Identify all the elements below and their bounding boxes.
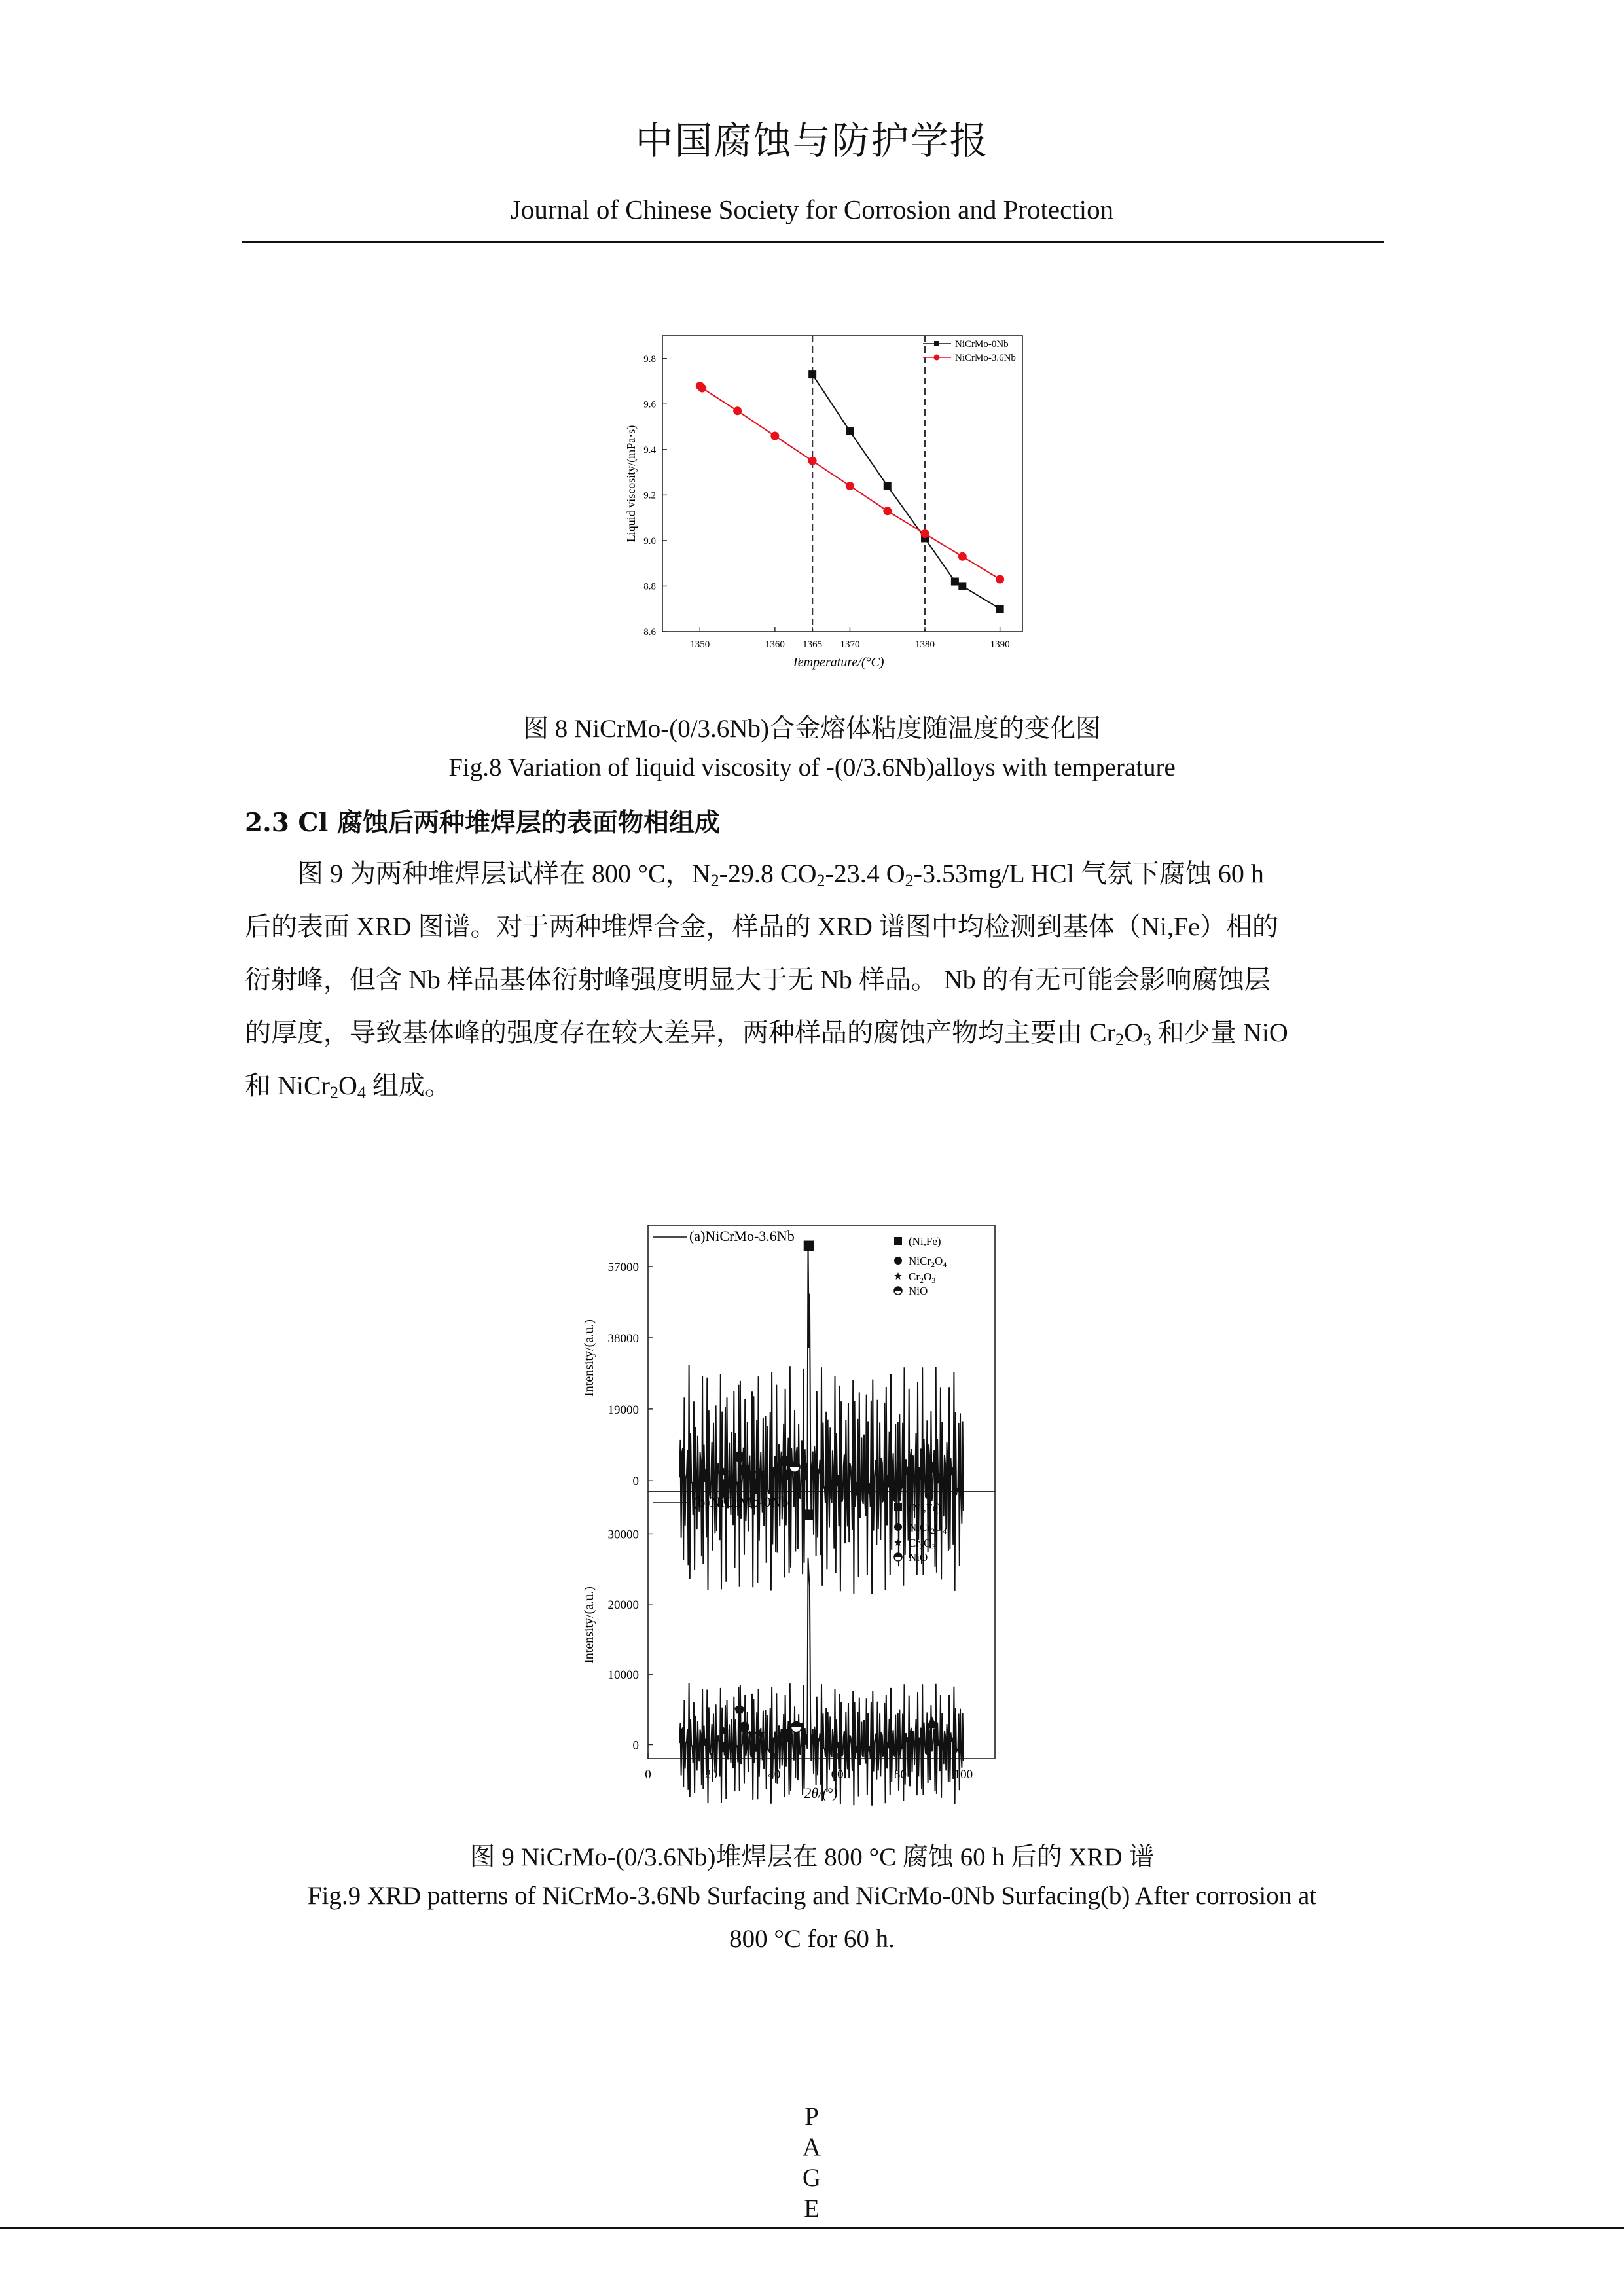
fig8-x-tick-label: 1365 — [803, 639, 823, 650]
fig9a-y-axis-label: Intensity/(a.u.) — [582, 1319, 596, 1397]
fig8-data-point-36nb — [846, 482, 854, 490]
fig9b-legend-label: $NiCr_2O_4$ — [909, 1521, 947, 1535]
fig9b-phase-marker-square — [804, 1509, 814, 1520]
legend-marker-0nb — [934, 341, 939, 346]
fig9b-y-tick-label: 20000 — [607, 1598, 639, 1612]
page-letter: E — [804, 2195, 820, 2223]
fig8-data-point-0nb — [846, 427, 854, 435]
page-letter: P — [804, 2102, 819, 2130]
fig8-caption-cn: 图 8 NiCrMo-(0/3.6Nb)合金熔体粘度随温度的变化图 — [523, 715, 1101, 743]
fig8-data-point-36nb — [808, 457, 817, 465]
fig8-data-point-36nb — [921, 529, 929, 538]
fig9a-phase-marker-circle — [734, 1452, 745, 1462]
fig9b-y-axis-label: Intensity/(a.u.) — [582, 1587, 596, 1664]
fig9a-legend-label: $Cr_2O_3$ — [909, 1270, 936, 1285]
fig9b-legend-label: $Cr_2O_3$ — [909, 1537, 936, 1551]
fig8-x-tick-label: 1360 — [765, 639, 785, 650]
section-heading: 2.3 Cl 腐蚀后两种堆焊层的表面物相组成 — [245, 808, 720, 838]
fig9b-y-tick-label: 30000 — [607, 1528, 639, 1542]
fig8-data-point-0nb — [951, 578, 959, 586]
fig9b-phase-marker-circle — [739, 1722, 749, 1732]
fig8-y-tick-label: 8.8 — [643, 581, 656, 592]
fig9a-legend-marker-star — [894, 1272, 901, 1280]
fig9b-legend-marker-half-circle — [894, 1553, 902, 1561]
paragraph-line-4: 的厚度，导致基体峰的强度存在较大差异，两种样品的腐蚀产物均主要由 $Cr_2O_3$ 和少量 NiO — [245, 1018, 1288, 1049]
fig9a-y-tick-label: 38000 — [607, 1331, 639, 1346]
fig9b-legend-marker-square — [894, 1503, 902, 1511]
fig9b-legend-label: (Ni,Fe) — [909, 1501, 941, 1514]
fig8-y-tick-label: 8.6 — [643, 627, 656, 637]
fig9b-legend-label: NiO — [909, 1551, 928, 1564]
fig8-viscosity-chart — [622, 331, 1041, 677]
fig9a-title: (a)NiCrMo-3.6Nb — [689, 1228, 795, 1244]
fig9a-phase-marker-half-circle — [789, 1462, 800, 1472]
fig9-x-axis-label: 2θ/(°) — [804, 1785, 838, 1801]
fig9a-legend-marker-square — [894, 1237, 902, 1245]
paragraph — [245, 847, 1381, 1112]
fig9a-legend-label: $NiCr_2O_4$ — [909, 1255, 947, 1269]
fig8-x-axis-label: Temperature/(°C) — [791, 655, 884, 670]
fig9a-y-tick-label: 0 — [632, 1474, 639, 1488]
fig8-data-point-36nb — [996, 575, 1004, 584]
journal-title-en: Journal of Chinese Society for Corrosion and Protection — [510, 194, 1114, 224]
fig8-x-tick-label: 1370 — [840, 639, 860, 650]
fig9-caption-cn: 图 9 NiCrMo-(0/3.6Nb)堆焊层在 800 °C 腐蚀 60 h 后的 XRD 谱 — [469, 1843, 1155, 1871]
paragraph-line-5: 和 $NiCr_2O_4$ 组成。 — [245, 1071, 451, 1102]
legend-label-0nb: NiCrMo-0Nb — [955, 339, 1009, 350]
fig8-series-line-0nb — [812, 374, 1000, 609]
fig8-y-tick-label: 9.4 — [643, 444, 656, 456]
fig8-data-point-36nb — [733, 406, 742, 415]
fig8-x-tick-label: 1380 — [915, 639, 935, 650]
fig9a-legend-marker-half-circle — [894, 1287, 902, 1295]
fig9a-legend-label: (Ni,Fe) — [909, 1235, 941, 1247]
paragraph-line-2: 后的表面 XRD 图谱。对于两种堆焊合金，样品的 XRD 谱图中均检测到基体（Ni,Fe）相的 — [245, 912, 1278, 941]
fig8-x-tick-label: 1350 — [690, 639, 710, 650]
fig9b-x-tick-label: 20 — [704, 1768, 717, 1782]
fig9b-phase-marker-half-circle-fill — [791, 1722, 801, 1727]
fig8-data-point-36nb — [770, 431, 779, 440]
paragraph-line-1: 图 9 为两种堆焊层试样在 800 °C，$N_2-29.8$ $CO_2-23.4$ $O_2-3.53mg/L$ HCl 气氛下腐蚀 60 h — [297, 859, 1264, 890]
page-letter: G — [802, 2164, 821, 2192]
fig9b-x-tick-label: 100 — [954, 1768, 973, 1782]
fig8-data-point-0nb — [884, 482, 892, 490]
fig9b-title: (b)NiCrMo-0Nb — [693, 1494, 789, 1510]
fig9-caption-en-line-1: Fig.9 XRD patterns of NiCrMo-3.6Nb Surfacing and NiCrMo-0Nb Surfacing(b) After corrosion at — [307, 1882, 1317, 1910]
fig9b-phase-marker-pentagon — [734, 1704, 744, 1714]
fig8-caption-en: Fig.8 Variation of liquid viscosity of -(0/3.6Nb)alloys with temperature — [448, 753, 1176, 781]
fig9b-x-tick-label: 80 — [893, 1768, 907, 1782]
fig9a-y-tick-label: 57000 — [607, 1261, 639, 1275]
fig8-y-axis-label: Liquid viscosity/(mPa·s) — [624, 425, 638, 543]
fig8-y-tick-label: 9.0 — [643, 535, 656, 547]
fig8-data-point-36nb — [958, 552, 967, 561]
fig9b-y-tick-label: 10000 — [607, 1668, 639, 1683]
fig9b-legend-marker-circle — [894, 1523, 902, 1531]
fig8-y-tick-label: 9.2 — [643, 490, 656, 501]
fig8-plot-frame — [662, 336, 1022, 632]
fig8-data-point-36nb — [883, 507, 892, 515]
fig8-data-point-0nb — [996, 605, 1004, 613]
fig9b-phase-marker-half-circle — [791, 1722, 801, 1732]
fig9a-phase-marker-square — [739, 1465, 749, 1475]
fig9a-legend-marker-circle — [894, 1257, 902, 1265]
fig8-data-point-0nb — [808, 370, 816, 378]
fig9-xrd-chart — [569, 1217, 1015, 1813]
page-letter: A — [802, 2133, 821, 2161]
header-rule — [242, 241, 1384, 243]
fig9a-y-tick-label: 19000 — [607, 1403, 639, 1417]
fig9b-x-tick-label: 40 — [768, 1768, 781, 1782]
journal-title-cn: 中国腐蚀与防护学报 — [635, 118, 989, 163]
fig9b-xrd-trace — [679, 1558, 964, 1805]
fig9b-x-tick-label: 60 — [831, 1768, 844, 1782]
footer-rule — [0, 2227, 1624, 2229]
fig8-y-tick-label: 9.8 — [643, 353, 656, 365]
legend-marker-36nb — [934, 355, 940, 361]
fig8-x-tick-label: 1390 — [990, 639, 1010, 650]
paragraph-line-3: 衍射峰，但含 Nb 样品基体衍射峰强度明显大于无 Nb 样品。 Nb 的有无可能会影响腐蚀层 — [245, 965, 1271, 994]
legend-label-36nb: NiCrMo-3.6Nb — [955, 353, 1016, 363]
fig9b-phase-marker-square — [782, 1729, 792, 1739]
page-label — [799, 2101, 825, 2224]
fig9-caption-en-line-2: 800 °C for 60 h. — [729, 1925, 895, 1953]
fig8-data-point-0nb — [958, 582, 966, 590]
fig9a-legend-label: NiO — [909, 1285, 928, 1297]
fig8-data-point-36nb — [698, 384, 706, 392]
fig8-y-tick-label: 9.6 — [643, 399, 656, 410]
fig9a-phase-marker-square — [804, 1241, 814, 1251]
fig9b-y-tick-label: 0 — [632, 1738, 639, 1753]
fig9b-x-tick-label: 0 — [645, 1768, 651, 1782]
